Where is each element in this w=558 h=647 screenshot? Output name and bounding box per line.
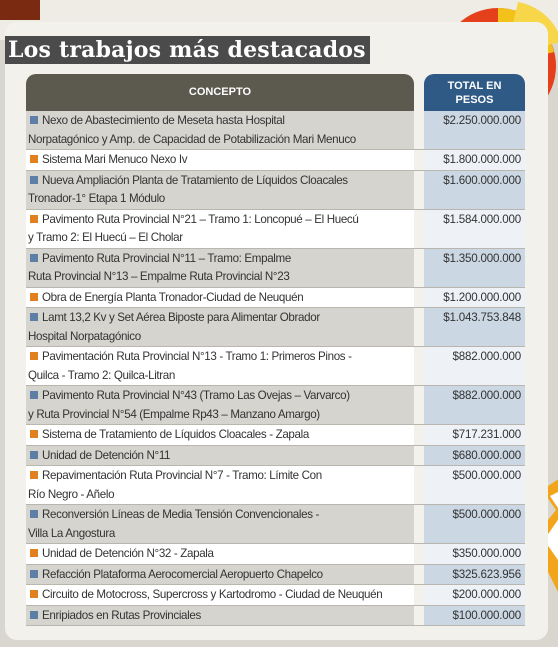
concept-line (28, 387, 410, 406)
row-concept (26, 171, 414, 210)
concept-text: Refacción Plataforma Aerocomercial Aeropuerto Chapelco (42, 567, 323, 581)
table-row (26, 308, 525, 347)
row-concept (26, 249, 414, 288)
column-header-total: TOTAL EN PESOS (424, 74, 525, 111)
works-table (26, 111, 525, 626)
concept-text: Reconversión Líneas de Media Tensión Convencionales - (42, 508, 320, 521)
square-bullet-icon (30, 391, 38, 399)
row-concept (26, 308, 414, 347)
concept-text: Pavimento Ruta Provincial N°21 – Tramo 1: Loncopué – El Huecú (42, 212, 359, 226)
concept-line (28, 172, 410, 191)
table-row (26, 565, 525, 586)
concept-line (28, 309, 410, 328)
concept-text: Pavimentación Ruta Provincial N°13 - Tramo 1: Primeros Pinos - (42, 350, 352, 363)
concept-line (28, 545, 410, 564)
row-total (424, 347, 525, 386)
concept-line (28, 112, 410, 131)
table-row (26, 606, 525, 627)
row-total (424, 466, 525, 505)
concept-line (28, 151, 410, 170)
total-value: $100.000.000 (452, 608, 521, 622)
total-value: $200.000.000 (452, 588, 521, 601)
concept-line (28, 467, 410, 486)
row-total (424, 210, 525, 249)
row-total (424, 565, 525, 586)
concept-text: Ruta Provincial N°13 – Empalme Ruta Provincial N°23 (28, 270, 290, 283)
concept-line (28, 229, 410, 248)
decorative-strip (0, 0, 40, 20)
square-bullet-icon (30, 313, 38, 321)
row-concept (26, 288, 414, 309)
total-value: $500.000.000 (452, 508, 521, 521)
square-bullet-icon (30, 293, 38, 301)
concept-text: Lamt 13,2 Kv y Set Aérea Biposte para Alimentar Obrador (42, 311, 320, 324)
concept-text: Hospital Norpatagónico (28, 329, 141, 343)
row-concept (26, 466, 414, 505)
table-row (26, 347, 525, 386)
square-bullet-icon (30, 352, 38, 360)
column-header-concepto: CONCEPTO (26, 74, 414, 111)
concept-text: y Tramo 2: El Huecú – El Cholar (28, 231, 183, 244)
concept-text: Nexo de Abastecimiento de Meseta hasta Hospital (42, 114, 285, 127)
table-row (26, 210, 525, 249)
row-total (424, 171, 525, 210)
square-bullet-icon (30, 590, 38, 598)
total-value: $1.350.000.000 (443, 251, 521, 265)
square-bullet-icon (30, 471, 38, 479)
table-row (26, 171, 525, 210)
table-row (26, 446, 525, 467)
row-total (424, 505, 525, 544)
concept-line (28, 486, 410, 505)
concept-line (28, 566, 410, 585)
concept-text: Pavimento Ruta Provincial N°11 – Tramo: Empalme (42, 251, 291, 265)
square-bullet-icon (30, 155, 38, 163)
total-value: $1.043.753.848 (443, 311, 521, 324)
concept-text: Unidad de Detención N°32 - Zapala (42, 547, 214, 560)
row-divider (26, 625, 525, 626)
concept-line (28, 406, 410, 425)
concept-line (28, 328, 410, 347)
row-total (424, 111, 525, 150)
table-row (26, 466, 525, 505)
concept-line (28, 586, 410, 605)
row-concept (26, 210, 414, 249)
row-concept (26, 150, 414, 171)
concept-text: Tronador-1° Etapa 1 Módulo (28, 192, 165, 205)
concept-line (28, 250, 410, 269)
total-value: $1.200.000.000 (443, 290, 521, 304)
square-bullet-icon (30, 116, 38, 124)
table-row (26, 425, 525, 446)
concept-text: Obra de Energía Planta Tronador-Ciudad de Neuquén (42, 290, 304, 304)
square-bullet-icon (30, 430, 38, 438)
row-concept (26, 505, 414, 544)
square-bullet-icon (30, 176, 38, 184)
concept-text: Norpatagónico y Amp. de Capacidad de Potabilización Mari Menuco (28, 132, 356, 146)
total-value: $1.800.000.000 (443, 153, 521, 166)
page-title: Los trabajos más destacados (5, 36, 370, 64)
concept-line (28, 447, 410, 466)
concept-line (28, 131, 410, 150)
total-value: $882.000.000 (452, 389, 521, 402)
square-bullet-icon (30, 570, 38, 578)
concept-line (28, 268, 410, 287)
row-concept (26, 446, 414, 467)
concept-line (28, 607, 410, 626)
square-bullet-icon (30, 611, 38, 619)
row-total (424, 386, 525, 425)
total-value: $1.600.000.000 (443, 173, 521, 187)
concept-text: Sistema de Tratamiento de Líquidos Cloacales - Zapala (42, 428, 309, 441)
table-row (26, 544, 525, 565)
table-row (26, 150, 525, 171)
square-bullet-icon (30, 510, 38, 518)
row-total (424, 544, 525, 565)
row-concept (26, 425, 414, 446)
concept-text: Villa La Angostura (28, 526, 115, 540)
total-value: $325.623.956 (452, 567, 521, 581)
total-value: $717.231.000 (452, 428, 521, 441)
concept-text: Circuito de Motocross, Supercross y Kartodromo - Ciudad de Neuquén (42, 588, 383, 601)
total-value: $2.250.000.000 (443, 114, 521, 127)
concept-line (28, 211, 410, 230)
square-bullet-icon (30, 254, 38, 262)
row-concept (26, 606, 414, 627)
square-bullet-icon (30, 451, 38, 459)
concept-line (28, 289, 410, 308)
concept-text: Enripiados en Rutas Provinciales (42, 608, 201, 622)
concept-text: Sistema Mari Menuco Nexo Iv (42, 153, 188, 166)
row-concept (26, 347, 414, 386)
total-value: $680.000.000 (452, 448, 521, 462)
table-row (26, 249, 525, 288)
row-total (424, 288, 525, 309)
table-row (26, 111, 525, 150)
table-row (26, 585, 525, 606)
row-total (424, 446, 525, 467)
concept-text: Nueva Ampliación Planta de Tratamiento de Líquidos Cloacales (42, 173, 348, 187)
concept-line (28, 506, 410, 525)
concept-line (28, 348, 410, 367)
row-total (424, 249, 525, 288)
row-total (424, 425, 525, 446)
concept-line (28, 426, 410, 445)
concept-line (28, 525, 410, 544)
row-concept (26, 585, 414, 606)
concept-text: Quilca - Tramo 2: Quilca-Litran (28, 368, 176, 382)
concept-text: Pavimento Ruta Provincial N°43 (Tramo Las Ovejas – Varvarco) (42, 389, 350, 402)
row-concept (26, 111, 414, 150)
square-bullet-icon (30, 215, 38, 223)
row-concept (26, 565, 414, 586)
total-value: $882.000.000 (452, 350, 521, 363)
table-row (26, 288, 525, 309)
row-total (424, 606, 525, 627)
total-value: $1.584.000.000 (443, 212, 521, 226)
table-row (26, 505, 525, 544)
concept-text: Repavimentación Ruta Provincial N°7 - Tramo: Límite Con (42, 469, 322, 482)
row-concept (26, 386, 414, 425)
concept-text: Unidad de Detención N°11 (42, 448, 171, 462)
table-row (26, 386, 525, 425)
row-concept (26, 544, 414, 565)
concept-text: Río Negro - Añelo (28, 487, 115, 501)
total-value: $350.000.000 (452, 547, 521, 560)
total-value: $500.000.000 (452, 469, 521, 482)
square-bullet-icon (30, 549, 38, 557)
concept-line (28, 190, 410, 209)
concept-text: y Ruta Provincial N°54 (Empalme Rp43 – Manzano Amargo) (28, 407, 320, 421)
row-total (424, 308, 525, 347)
row-total (424, 585, 525, 606)
concept-line (28, 367, 410, 386)
row-total (424, 150, 525, 171)
